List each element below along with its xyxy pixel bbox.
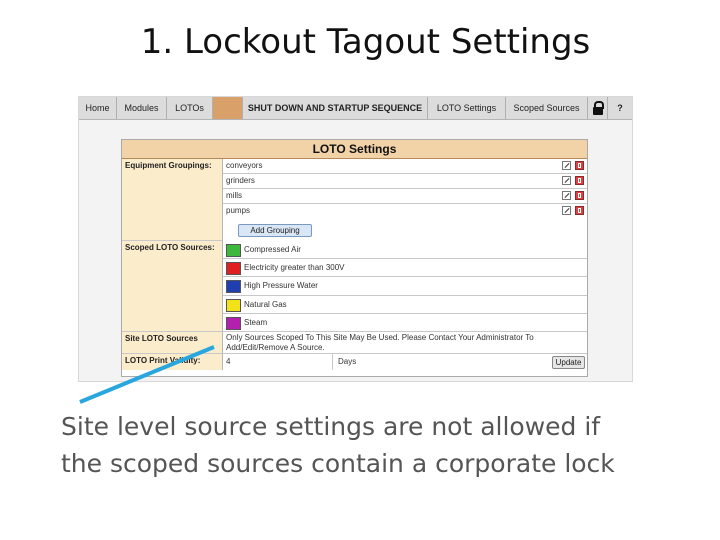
scoped-sources-label: Scoped LOTO Sources: xyxy=(122,241,223,332)
slide-title: 1. Lockout Tagout Settings xyxy=(140,22,591,62)
print-validity-unit: Days xyxy=(338,357,357,366)
print-validity-label: LOTO Print Validity: xyxy=(122,354,223,370)
update-button[interactable]: Update xyxy=(552,356,585,369)
source-name: Natural Gas xyxy=(244,300,287,309)
panel-title: LOTO Settings xyxy=(122,140,587,159)
add-grouping-button[interactable]: Add Grouping xyxy=(238,224,312,237)
source-name: Electricity greater than 300V xyxy=(244,263,345,272)
callout-arrow-line xyxy=(80,347,214,402)
tab-loto-settings[interactable]: LOTO Settings xyxy=(428,97,506,119)
tab-home[interactable]: Home xyxy=(79,97,117,119)
slide-caption xyxy=(61,408,701,482)
print-validity-input[interactable]: 4 xyxy=(223,354,333,370)
site-sources-notice: Only Sources Scoped To This Site May Be Used. Please Contact Your Administrator To Add/Edit/Remove A Source. xyxy=(223,332,587,354)
site-sources-label: Site LOTO Sources xyxy=(122,332,223,354)
tab-scoped-sources[interactable]: Scoped Sources xyxy=(506,97,588,119)
tab-shutdown-startup-sequence[interactable]: SHUT DOWN AND STARTUP SEQUENCE xyxy=(243,97,428,119)
grouping-name: conveyors xyxy=(226,161,263,170)
source-name: Steam xyxy=(244,318,268,327)
caption-line: the scoped sources contain a corporate lock xyxy=(61,449,615,478)
tab-lotos[interactable]: LOTOs xyxy=(167,97,213,119)
equipment-groupings-label: Equipment Groupings: xyxy=(122,159,223,241)
source-name: High Pressure Water xyxy=(244,281,318,290)
help-tab[interactable]: ? xyxy=(617,103,623,113)
source-name: Compressed Air xyxy=(244,245,301,254)
grouping-name: pumps xyxy=(226,206,251,215)
tab-modules[interactable]: Modules xyxy=(117,97,167,119)
caption-line: Site level source settings are not allowed if xyxy=(61,412,601,441)
grouping-name: grinders xyxy=(226,176,255,185)
grouping-name: mills xyxy=(226,191,242,200)
